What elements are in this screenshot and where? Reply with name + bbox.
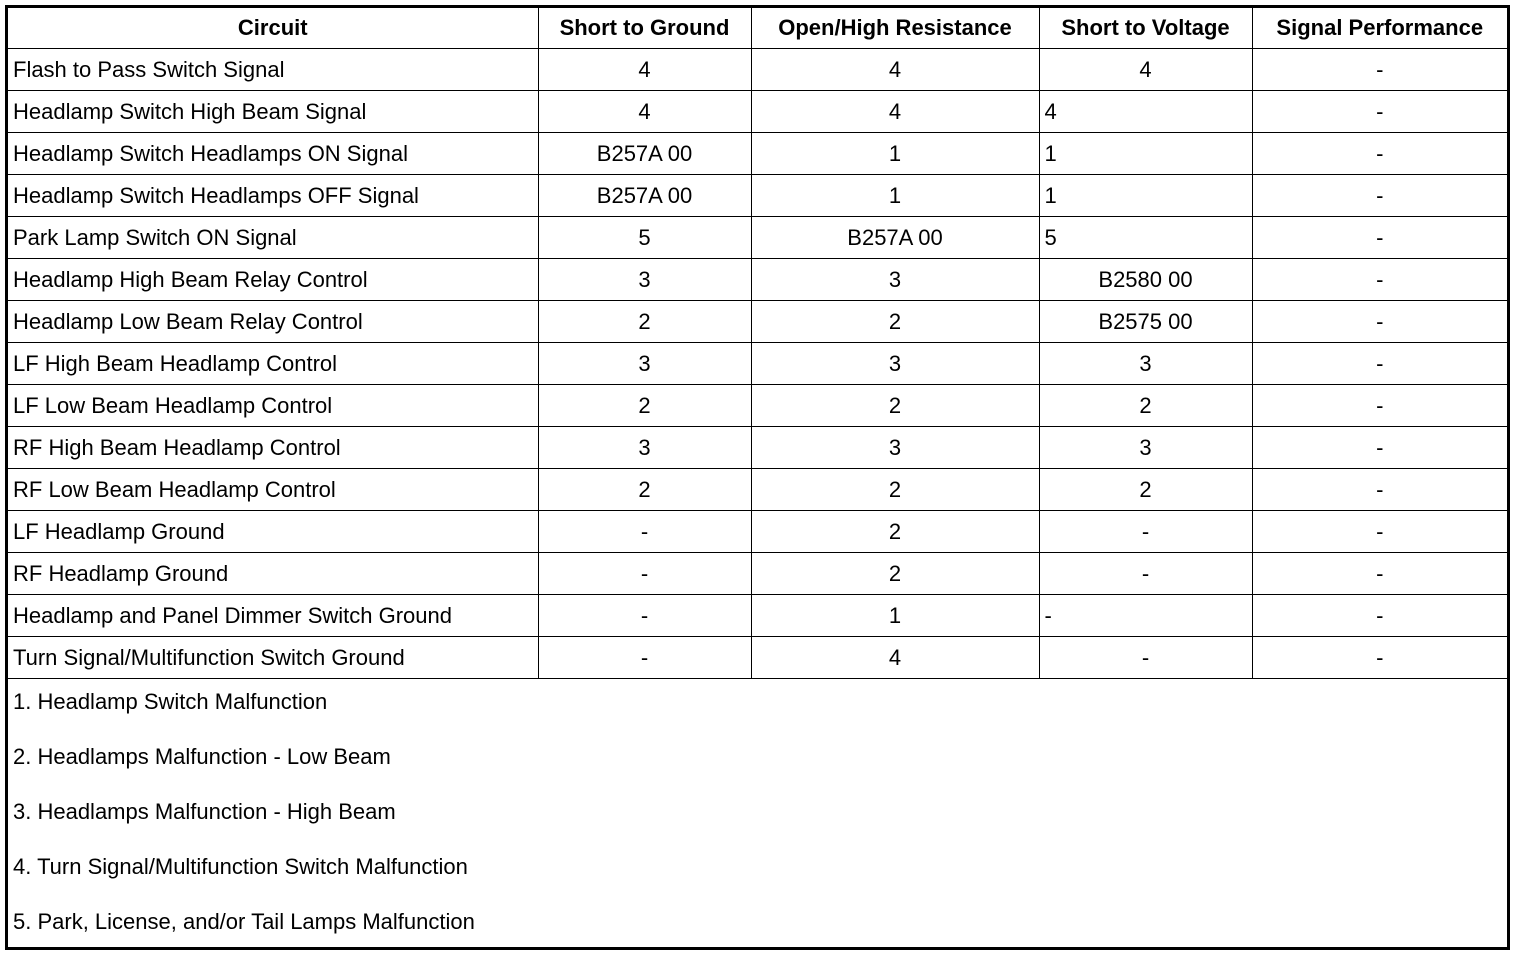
table-body — [8, 49, 1507, 679]
open-high-resistance-cell: 4 — [751, 49, 1039, 91]
short-to-voltage-cell: B2575 00 — [1039, 301, 1252, 343]
signal-performance-cell: - — [1252, 385, 1507, 427]
table-row — [8, 595, 1507, 637]
table-row — [8, 427, 1507, 469]
short-to-ground-cell: - — [538, 595, 751, 637]
circuit-cell: LF Headlamp Ground — [8, 511, 538, 553]
open-high-resistance-cell: 1 — [751, 595, 1039, 637]
short-to-ground-cell: B257A 00 — [538, 175, 751, 217]
column-header-open-high-resistance: Open/High Resistance — [751, 8, 1039, 49]
column-header-short-to-ground: Short to Ground — [538, 8, 751, 49]
circuit-cell: Headlamp Switch Headlamps OFF Signal — [8, 175, 538, 217]
table-row — [8, 343, 1507, 385]
signal-performance-cell: - — [1252, 49, 1507, 91]
signal-performance-cell: - — [1252, 175, 1507, 217]
short-to-voltage-cell: - — [1039, 637, 1252, 679]
footnote-item: 4. Turn Signal/Multifunction Switch Malfunction — [13, 854, 468, 879]
signal-performance-cell: - — [1252, 469, 1507, 511]
circuit-cell: Headlamp and Panel Dimmer Switch Ground — [8, 595, 538, 637]
column-header-circuit: Circuit — [8, 8, 538, 49]
circuit-cell: Headlamp High Beam Relay Control — [8, 259, 538, 301]
table-row — [8, 217, 1507, 259]
short-to-ground-cell: 5 — [538, 217, 751, 259]
short-to-ground-cell: 2 — [538, 385, 751, 427]
circuit-cell: LF High Beam Headlamp Control — [8, 343, 538, 385]
footnote-item: 2. Headlamps Malfunction - Low Beam — [13, 744, 391, 769]
column-header-signal-performance: Signal Performance — [1252, 8, 1507, 49]
footnote-item: 3. Headlamps Malfunction - High Beam — [13, 799, 396, 824]
footnotes — [8, 679, 1507, 958]
signal-performance-cell: - — [1252, 217, 1507, 259]
open-high-resistance-cell: 2 — [751, 385, 1039, 427]
short-to-ground-cell: B257A 00 — [538, 133, 751, 175]
footnote-item: 1. Headlamp Switch Malfunction — [13, 689, 328, 714]
short-to-voltage-cell: 4 — [1039, 49, 1252, 91]
circuit-diagnostic-table — [8, 8, 1507, 679]
column-header-short-to-voltage: Short to Voltage — [1039, 8, 1252, 49]
open-high-resistance-cell: 3 — [751, 343, 1039, 385]
circuit-cell: RF High Beam Headlamp Control — [8, 427, 538, 469]
table-row — [8, 553, 1507, 595]
circuit-cell: Park Lamp Switch ON Signal — [8, 217, 538, 259]
short-to-voltage-cell: 5 — [1039, 217, 1252, 259]
table-row — [8, 511, 1507, 553]
table-row — [8, 259, 1507, 301]
signal-performance-cell: - — [1252, 637, 1507, 679]
circuit-cell: LF Low Beam Headlamp Control — [8, 385, 538, 427]
open-high-resistance-cell: 1 — [751, 175, 1039, 217]
short-to-ground-cell: - — [538, 511, 751, 553]
short-to-voltage-cell: 2 — [1039, 469, 1252, 511]
table-row — [8, 133, 1507, 175]
diagnostic-table-frame — [5, 5, 1510, 950]
circuit-cell: Headlamp Switch Headlamps ON Signal — [8, 133, 538, 175]
short-to-voltage-cell: - — [1039, 553, 1252, 595]
open-high-resistance-cell: 2 — [751, 511, 1039, 553]
table-row — [8, 49, 1507, 91]
short-to-ground-cell: 3 — [538, 343, 751, 385]
signal-performance-cell: - — [1252, 553, 1507, 595]
short-to-voltage-cell: 2 — [1039, 385, 1252, 427]
short-to-voltage-cell: 3 — [1039, 343, 1252, 385]
footnote-item: 5. Park, License, and/or Tail Lamps Malfunction — [13, 909, 475, 934]
short-to-voltage-cell: 3 — [1039, 427, 1252, 469]
open-high-resistance-cell: 2 — [751, 301, 1039, 343]
signal-performance-cell: - — [1252, 259, 1507, 301]
circuit-cell: Headlamp Switch High Beam Signal — [8, 91, 538, 133]
open-high-resistance-cell: 3 — [751, 427, 1039, 469]
table-row — [8, 385, 1507, 427]
short-to-voltage-cell: 1 — [1039, 175, 1252, 217]
short-to-voltage-cell: 1 — [1039, 133, 1252, 175]
table-row — [8, 469, 1507, 511]
table-row — [8, 301, 1507, 343]
circuit-cell: Turn Signal/Multifunction Switch Ground — [8, 637, 538, 679]
table-header-row — [8, 8, 1507, 49]
short-to-ground-cell: 2 — [538, 301, 751, 343]
open-high-resistance-cell: 1 — [751, 133, 1039, 175]
signal-performance-cell: - — [1252, 301, 1507, 343]
short-to-ground-cell: 4 — [538, 49, 751, 91]
open-high-resistance-cell: 4 — [751, 91, 1039, 133]
short-to-voltage-cell: - — [1039, 511, 1252, 553]
signal-performance-cell: - — [1252, 427, 1507, 469]
table-row — [8, 175, 1507, 217]
signal-performance-cell: - — [1252, 595, 1507, 637]
circuit-cell: Headlamp Low Beam Relay Control — [8, 301, 538, 343]
short-to-ground-cell: 2 — [538, 469, 751, 511]
open-high-resistance-cell: 4 — [751, 637, 1039, 679]
circuit-cell: RF Headlamp Ground — [8, 553, 538, 595]
signal-performance-cell: - — [1252, 343, 1507, 385]
open-high-resistance-cell: 2 — [751, 469, 1039, 511]
signal-performance-cell: - — [1252, 511, 1507, 553]
short-to-ground-cell: 4 — [538, 91, 751, 133]
short-to-ground-cell: 3 — [538, 259, 751, 301]
open-high-resistance-cell: 2 — [751, 553, 1039, 595]
short-to-ground-cell: - — [538, 553, 751, 595]
short-to-voltage-cell: - — [1039, 595, 1252, 637]
short-to-voltage-cell: 4 — [1039, 91, 1252, 133]
circuit-cell: RF Low Beam Headlamp Control — [8, 469, 538, 511]
table-row — [8, 91, 1507, 133]
circuit-cell: Flash to Pass Switch Signal — [8, 49, 538, 91]
short-to-ground-cell: - — [538, 637, 751, 679]
signal-performance-cell: - — [1252, 91, 1507, 133]
open-high-resistance-cell: B257A 00 — [751, 217, 1039, 259]
table-row — [8, 637, 1507, 679]
open-high-resistance-cell: 3 — [751, 259, 1039, 301]
signal-performance-cell: - — [1252, 133, 1507, 175]
short-to-voltage-cell: B2580 00 — [1039, 259, 1252, 301]
short-to-ground-cell: 3 — [538, 427, 751, 469]
